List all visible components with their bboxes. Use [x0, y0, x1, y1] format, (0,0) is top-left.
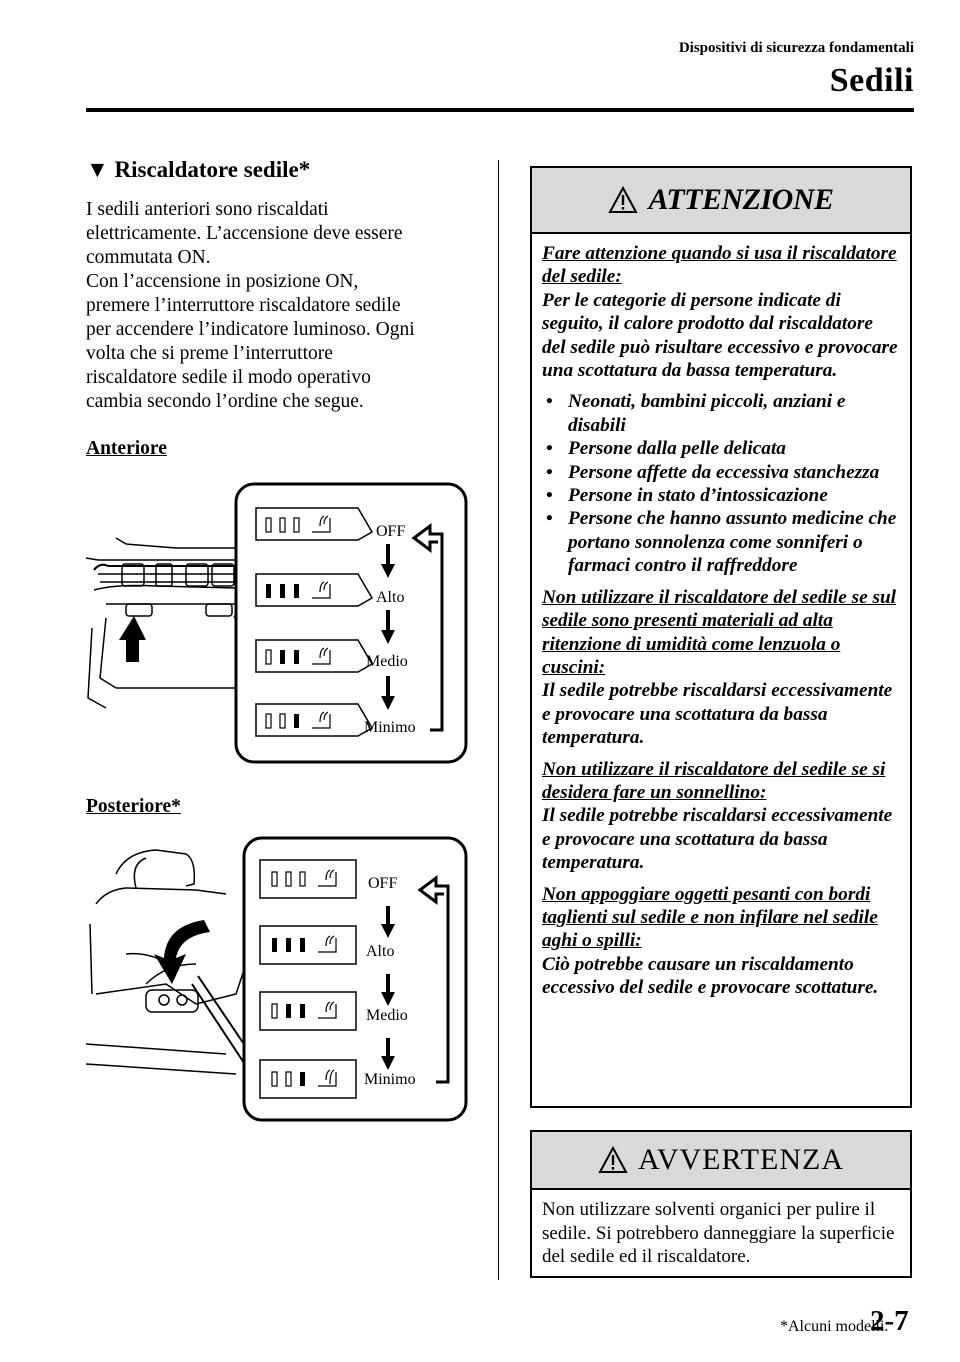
attenzione-body — [532, 234, 910, 1000]
front-mode-high: Alto — [376, 589, 405, 606]
attenzione-para-3 — [542, 758, 900, 875]
attenzione-para-1-heading: Fare attenzione quando si usa il riscaldatore del sedile: — [542, 243, 897, 288]
list-item — [542, 461, 900, 484]
list-item-text: Persone in stato d’intossicazione — [568, 485, 828, 507]
list-item — [542, 437, 900, 460]
list-item-text: Neonati, bambini piccoli, anziani e disabili — [568, 391, 846, 436]
press-arrow-icon — [119, 616, 146, 662]
list-item-text: Persone dalla pelle delicata — [568, 438, 786, 460]
attenzione-para-4 — [542, 883, 900, 1000]
list-item — [542, 484, 900, 507]
bullet-icon: • — [546, 485, 553, 507]
attenzione-para-3-heading: Non utilizzare il riscaldatore del sedile se si desidera fare un sonnellino: — [542, 758, 886, 803]
switch-off — [256, 508, 372, 540]
attenzione-title: ATTENZIONE — [648, 183, 834, 216]
attenzione-para-3-text: Il sedile potrebbe riscaldarsi eccessivamente e provocare una scottatura da bassa temperatura. — [542, 805, 893, 874]
header-rule — [86, 108, 914, 112]
attenzione-bullet-list — [542, 390, 900, 577]
body-line: Con l’accensione in posizione ON, — [86, 271, 359, 292]
attenzione-header — [532, 168, 910, 234]
bullet-icon: • — [546, 508, 553, 530]
press-arrow-icon — [154, 920, 210, 984]
list-item-text: Persone affette da eccessiva stanchezza — [568, 461, 880, 483]
triangle-marker-icon: ▼ — [86, 157, 109, 182]
front-mode-off: OFF — [376, 523, 406, 540]
switch-medium — [256, 640, 372, 672]
header-page-title: Sedili — [829, 62, 914, 99]
list-item — [542, 507, 900, 577]
rear-seat-heater-figure — [86, 834, 470, 1124]
rear-mode-high: Alto — [366, 943, 395, 960]
body-line: volta che si preme l’interruttore — [86, 343, 333, 364]
dashboard-illustration — [86, 538, 246, 708]
warning-triangle-icon — [608, 186, 638, 214]
rear-mode-medium: Medio — [366, 1007, 408, 1024]
front-seat-heater-figure — [86, 478, 470, 768]
switch-off — [260, 860, 356, 898]
section-heading-text: Riscaldatore sedile* — [114, 157, 311, 182]
section-heading — [86, 157, 310, 183]
attenzione-para-2-heading: Non utilizzare il riscaldatore del sedile se sul sedile sono presenti materiali ad alta ritenzione di umidità come lenzuola o cuscini: — [542, 586, 897, 678]
bullet-icon: • — [546, 438, 553, 460]
rear-mode-off: OFF — [368, 875, 398, 892]
switch-medium — [260, 992, 356, 1030]
switch-low — [256, 704, 372, 736]
attenzione-para-2 — [542, 586, 900, 750]
bullet-icon: • — [546, 461, 553, 483]
header-section-title: Dispositivi di sicurezza fondamentali — [678, 40, 914, 56]
rear-subheading: Posteriore* — [86, 796, 181, 817]
avvertenza-box — [530, 1130, 912, 1278]
attenzione-para-4-heading: Non appoggiare oggetti pesanti con bordi taglienti sul sedile e non infilare nel sedile aghi o spilli: — [542, 883, 878, 952]
attenzione-para-4-text: Ciò potrebbe causare un riscaldamento eccessivo del sedile e provocare scottature. — [542, 953, 879, 999]
attenzione-box — [530, 166, 912, 1108]
page-number: 2-7 — [870, 1305, 909, 1337]
body-line: riscaldatore sedile il modo operativo — [86, 367, 371, 388]
body-line: cambia secondo l’ordine che segue. — [86, 391, 364, 412]
warning-triangle-icon — [598, 1146, 628, 1174]
footnote: *Alcuni modelli. — [780, 1318, 889, 1335]
switch-high — [260, 926, 356, 964]
body-line: I sedili anteriori sono riscaldati — [86, 199, 329, 220]
body-line: elettricamente. L’accensione deve essere — [86, 223, 403, 244]
body-paragraph — [86, 198, 486, 414]
column-divider — [498, 160, 499, 1280]
body-line: commutata ON. — [86, 247, 211, 268]
attenzione-para-1 — [542, 242, 900, 382]
avvertenza-header — [532, 1132, 910, 1190]
body-line: premere l’interruttore riscaldatore sedile — [86, 295, 401, 316]
switch-high — [256, 574, 372, 606]
attenzione-para-2-text: Il sedile potrebbe riscaldarsi eccessivamente e provocare una scottatura da bassa temperatura. — [542, 680, 893, 749]
switch-low — [260, 1060, 356, 1098]
bullet-icon: • — [546, 391, 553, 413]
rear-mode-low: Minimo — [364, 1071, 416, 1088]
list-item-text: Persone che hanno assunto medicine che portano sonnolenza come sonniferi o farmaci contro il raffreddore — [568, 508, 897, 577]
front-mode-medium: Medio — [366, 653, 408, 670]
avvertenza-text: Non utilizzare solventi organici per pulire il sedile. Si potrebbero danneggiare la superficie del sedile ed il riscaldatore. — [542, 1199, 895, 1267]
front-subheading: Anteriore — [86, 438, 167, 459]
front-mode-low: Minimo — [364, 719, 416, 736]
attenzione-para-1-text: Per le categorie di persone indicate di seguito, il calore prodotto dal riscaldatore del sedile può risultare eccessivo e provocare una scottatura da bassa temperatura. — [542, 289, 898, 382]
avvertenza-title: AVVERTENZA — [638, 1143, 844, 1176]
list-item — [542, 390, 900, 437]
body-line: per accendere l’indicatore luminoso. Ogni — [86, 319, 415, 340]
